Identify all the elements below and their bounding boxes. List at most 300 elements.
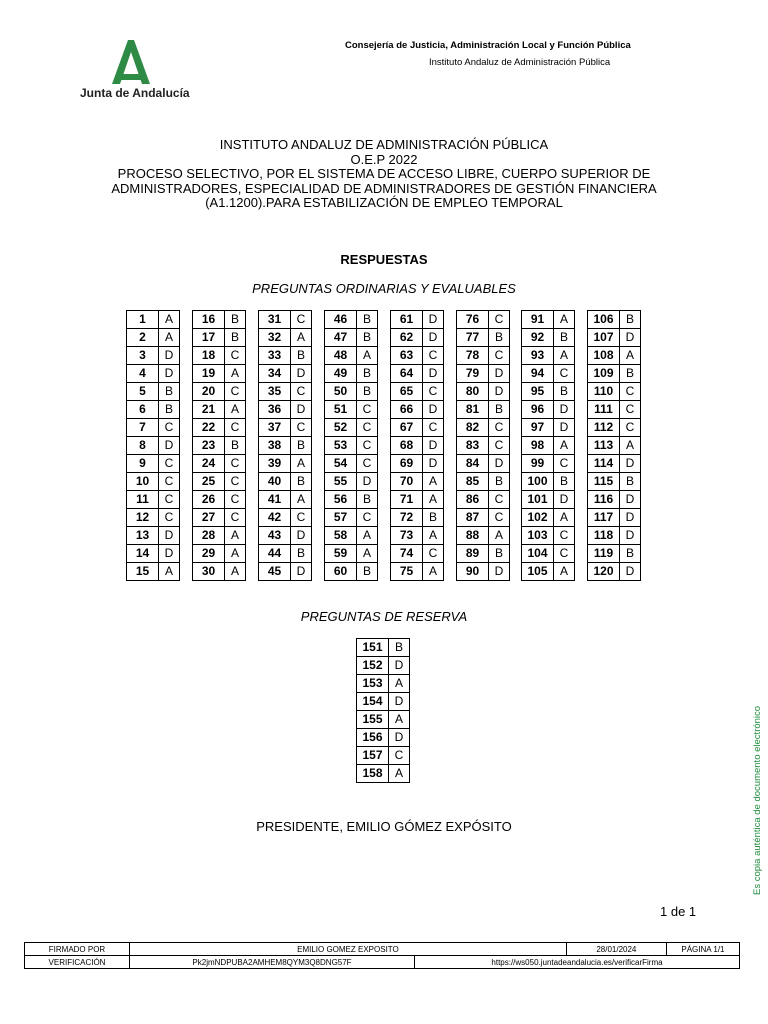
question-number: 73 bbox=[391, 527, 423, 545]
question-number: 29 bbox=[193, 545, 225, 563]
answer-row bbox=[325, 401, 378, 419]
answer-row bbox=[588, 401, 641, 419]
answer-letter: B bbox=[357, 383, 378, 401]
answer-letter: C bbox=[620, 419, 641, 437]
answer-row bbox=[522, 473, 575, 491]
answer-letter: A bbox=[423, 473, 444, 491]
answer-row bbox=[522, 437, 575, 455]
answer-letter: C bbox=[357, 437, 378, 455]
answer-letter: D bbox=[620, 509, 641, 527]
answer-row bbox=[357, 693, 410, 711]
answer-letter: A bbox=[225, 527, 246, 545]
question-number: 50 bbox=[325, 383, 357, 401]
answer-letter: A bbox=[159, 563, 180, 581]
answer-letter: B bbox=[225, 437, 246, 455]
answer-column bbox=[390, 310, 444, 581]
question-number: 75 bbox=[391, 563, 423, 581]
answer-letter: D bbox=[489, 365, 510, 383]
junta-andalucia-logo-icon bbox=[108, 40, 154, 84]
answer-row bbox=[259, 401, 312, 419]
answer-letter: C bbox=[554, 365, 575, 383]
question-number: 91 bbox=[522, 311, 554, 329]
answer-row bbox=[259, 437, 312, 455]
answer-row bbox=[193, 419, 246, 437]
answer-letter: C bbox=[225, 419, 246, 437]
question-number: 18 bbox=[193, 347, 225, 365]
answer-letter: C bbox=[225, 491, 246, 509]
answer-letter: D bbox=[357, 473, 378, 491]
question-number: 106 bbox=[588, 311, 620, 329]
answer-row bbox=[325, 311, 378, 329]
question-number: 56 bbox=[325, 491, 357, 509]
answer-letter: A bbox=[225, 365, 246, 383]
question-number: 58 bbox=[325, 527, 357, 545]
answer-letter: A bbox=[357, 527, 378, 545]
question-number: 69 bbox=[391, 455, 423, 473]
question-number: 8 bbox=[127, 437, 159, 455]
question-number: 38 bbox=[259, 437, 291, 455]
question-number: 54 bbox=[325, 455, 357, 473]
answer-letter: D bbox=[159, 437, 180, 455]
answer-letter: B bbox=[225, 311, 246, 329]
question-number: 46 bbox=[325, 311, 357, 329]
answer-row bbox=[193, 491, 246, 509]
answer-row bbox=[193, 473, 246, 491]
answer-letter: A bbox=[357, 545, 378, 563]
answer-letter: B bbox=[291, 437, 312, 455]
answer-row bbox=[457, 563, 510, 581]
question-number: 30 bbox=[193, 563, 225, 581]
question-number: 70 bbox=[391, 473, 423, 491]
answer-row bbox=[457, 473, 510, 491]
answer-row bbox=[457, 545, 510, 563]
answer-row bbox=[522, 491, 575, 509]
answer-row bbox=[193, 401, 246, 419]
answer-row bbox=[325, 383, 378, 401]
question-number: 111 bbox=[588, 401, 620, 419]
answer-row bbox=[325, 545, 378, 563]
answer-row bbox=[325, 455, 378, 473]
answer-letter: D bbox=[291, 365, 312, 383]
answer-letter: B bbox=[357, 563, 378, 581]
answer-letter: A bbox=[620, 437, 641, 455]
question-number: 151 bbox=[357, 639, 389, 657]
answer-row bbox=[391, 509, 444, 527]
answer-letter: B bbox=[489, 329, 510, 347]
answer-letter: B bbox=[291, 545, 312, 563]
title-line: O.E.P 2022 bbox=[350, 151, 418, 167]
answer-letter: C bbox=[489, 437, 510, 455]
answer-row bbox=[325, 491, 378, 509]
question-number: 67 bbox=[391, 419, 423, 437]
answer-letter: C bbox=[554, 455, 575, 473]
question-number: 104 bbox=[522, 545, 554, 563]
answer-letter: C bbox=[423, 419, 444, 437]
question-number: 34 bbox=[259, 365, 291, 383]
answer-row bbox=[588, 563, 641, 581]
question-number: 97 bbox=[522, 419, 554, 437]
question-number: 105 bbox=[522, 563, 554, 581]
answer-letter: D bbox=[159, 545, 180, 563]
answer-row bbox=[259, 527, 312, 545]
question-number: 26 bbox=[193, 491, 225, 509]
signature-date: 28/01/2024 bbox=[566, 943, 666, 956]
answer-letter: B bbox=[225, 329, 246, 347]
answer-letter: B bbox=[554, 329, 575, 347]
answer-row bbox=[522, 455, 575, 473]
answer-letter: B bbox=[357, 365, 378, 383]
answer-row bbox=[325, 509, 378, 527]
question-number: 19 bbox=[193, 365, 225, 383]
answer-row bbox=[588, 473, 641, 491]
question-number: 117 bbox=[588, 509, 620, 527]
answer-row bbox=[127, 527, 180, 545]
answer-letter: C bbox=[291, 509, 312, 527]
question-number: 43 bbox=[259, 527, 291, 545]
answer-row bbox=[193, 509, 246, 527]
answer-row bbox=[522, 509, 575, 527]
answer-letter: B bbox=[489, 545, 510, 563]
answer-letter: D bbox=[389, 729, 410, 747]
answer-row bbox=[193, 329, 246, 347]
answer-letter: D bbox=[489, 563, 510, 581]
answer-letter: D bbox=[291, 401, 312, 419]
answer-row bbox=[588, 545, 641, 563]
page-indicator: PÁGINA 1/1 bbox=[666, 943, 739, 956]
answer-letter: C bbox=[225, 509, 246, 527]
answer-row bbox=[391, 437, 444, 455]
answer-row bbox=[193, 383, 246, 401]
answer-row bbox=[391, 563, 444, 581]
answer-row bbox=[325, 563, 378, 581]
answer-column bbox=[258, 310, 312, 581]
answer-row bbox=[357, 711, 410, 729]
answer-letter: D bbox=[489, 455, 510, 473]
question-number: 154 bbox=[357, 693, 389, 711]
question-number: 90 bbox=[457, 563, 489, 581]
answer-row bbox=[127, 419, 180, 437]
answer-letter: C bbox=[291, 383, 312, 401]
question-number: 66 bbox=[391, 401, 423, 419]
answer-letter: C bbox=[159, 419, 180, 437]
answer-letter: A bbox=[423, 527, 444, 545]
verification-url[interactable]: https://ws050.juntadeandalucia.es/verificarFirma bbox=[415, 956, 740, 969]
authentic-copy-note: Es copia auténtica de documento electrónico bbox=[752, 705, 763, 895]
answer-letter: A bbox=[225, 563, 246, 581]
answer-letter: D bbox=[620, 491, 641, 509]
question-number: 10 bbox=[127, 473, 159, 491]
question-number: 39 bbox=[259, 455, 291, 473]
question-number: 64 bbox=[391, 365, 423, 383]
answer-letter: C bbox=[489, 347, 510, 365]
answer-letter: D bbox=[423, 401, 444, 419]
question-number: 62 bbox=[391, 329, 423, 347]
answer-letter: B bbox=[357, 491, 378, 509]
answer-letter: D bbox=[554, 401, 575, 419]
answer-letter: C bbox=[291, 311, 312, 329]
answer-letter: B bbox=[554, 383, 575, 401]
answer-row bbox=[391, 473, 444, 491]
respuestas-heading: RESPUESTAS bbox=[340, 252, 428, 267]
question-number: 35 bbox=[259, 383, 291, 401]
answer-row bbox=[127, 365, 180, 383]
answer-row bbox=[325, 347, 378, 365]
answer-letter: C bbox=[225, 383, 246, 401]
answer-letter: D bbox=[423, 311, 444, 329]
answer-letter: C bbox=[423, 545, 444, 563]
question-number: 28 bbox=[193, 527, 225, 545]
question-number: 44 bbox=[259, 545, 291, 563]
document-title bbox=[90, 138, 678, 211]
answer-letter: D bbox=[291, 527, 312, 545]
answer-row bbox=[391, 311, 444, 329]
answer-row bbox=[127, 455, 180, 473]
answer-letter: C bbox=[225, 473, 246, 491]
answer-row bbox=[391, 527, 444, 545]
answer-column bbox=[324, 310, 378, 581]
answer-letter: A bbox=[225, 401, 246, 419]
question-number: 27 bbox=[193, 509, 225, 527]
question-number: 100 bbox=[522, 473, 554, 491]
answer-letter: C bbox=[489, 491, 510, 509]
answer-row bbox=[127, 347, 180, 365]
answer-letter: C bbox=[620, 383, 641, 401]
answer-letter: B bbox=[159, 383, 180, 401]
answer-row bbox=[193, 365, 246, 383]
answer-row bbox=[522, 401, 575, 419]
department-name: Consejería de Justicia, Administración Local y Función Pública bbox=[345, 40, 631, 51]
answer-row bbox=[259, 383, 312, 401]
answer-row bbox=[259, 419, 312, 437]
question-number: 23 bbox=[193, 437, 225, 455]
answer-letter: C bbox=[554, 527, 575, 545]
answer-letter: A bbox=[554, 347, 575, 365]
answer-row bbox=[259, 329, 312, 347]
verification-code: Pk2jmNDPUBA2AMHEM8QYM3Q8DNG57F bbox=[130, 956, 415, 969]
question-number: 80 bbox=[457, 383, 489, 401]
question-number: 78 bbox=[457, 347, 489, 365]
answer-row bbox=[588, 383, 641, 401]
question-number: 155 bbox=[357, 711, 389, 729]
question-number: 120 bbox=[588, 563, 620, 581]
question-number: 158 bbox=[357, 765, 389, 783]
question-number: 33 bbox=[259, 347, 291, 365]
answer-letter: D bbox=[489, 383, 510, 401]
answer-letter: D bbox=[159, 527, 180, 545]
answer-row bbox=[259, 509, 312, 527]
answer-column bbox=[192, 310, 246, 581]
answer-letter: D bbox=[389, 693, 410, 711]
answer-letter: C bbox=[620, 401, 641, 419]
question-number: 1 bbox=[127, 311, 159, 329]
answer-row bbox=[391, 365, 444, 383]
question-number: 15 bbox=[127, 563, 159, 581]
question-number: 99 bbox=[522, 455, 554, 473]
question-number: 47 bbox=[325, 329, 357, 347]
question-number: 17 bbox=[193, 329, 225, 347]
answer-letter: B bbox=[620, 365, 641, 383]
answer-row bbox=[457, 329, 510, 347]
answer-row bbox=[457, 383, 510, 401]
question-number: 116 bbox=[588, 491, 620, 509]
answer-row bbox=[457, 365, 510, 383]
question-number: 71 bbox=[391, 491, 423, 509]
question-number: 55 bbox=[325, 473, 357, 491]
question-number: 32 bbox=[259, 329, 291, 347]
answer-row bbox=[522, 545, 575, 563]
title-line: ADMINISTRADORES, ESPECIALIDAD DE ADMINISTRADORES DE GESTIÓN FINANCIERA bbox=[111, 180, 657, 196]
question-number: 94 bbox=[522, 365, 554, 383]
question-number: 83 bbox=[457, 437, 489, 455]
answer-letter: A bbox=[225, 545, 246, 563]
answer-letter: D bbox=[291, 563, 312, 581]
answer-letter: B bbox=[291, 347, 312, 365]
answer-letter: A bbox=[554, 311, 575, 329]
answer-letter: A bbox=[291, 491, 312, 509]
question-number: 14 bbox=[127, 545, 159, 563]
answer-row bbox=[193, 455, 246, 473]
answer-letter: A bbox=[389, 711, 410, 729]
question-number: 24 bbox=[193, 455, 225, 473]
answer-row bbox=[127, 473, 180, 491]
answer-row bbox=[259, 563, 312, 581]
answer-letter: B bbox=[159, 401, 180, 419]
answer-row bbox=[457, 491, 510, 509]
answer-letter: D bbox=[620, 329, 641, 347]
question-number: 68 bbox=[391, 437, 423, 455]
question-number: 6 bbox=[127, 401, 159, 419]
question-number: 108 bbox=[588, 347, 620, 365]
question-number: 36 bbox=[259, 401, 291, 419]
answer-row bbox=[391, 455, 444, 473]
question-number: 42 bbox=[259, 509, 291, 527]
question-number: 110 bbox=[588, 383, 620, 401]
answer-row bbox=[391, 329, 444, 347]
answer-row bbox=[588, 329, 641, 347]
answer-letter: C bbox=[357, 401, 378, 419]
answer-row bbox=[522, 311, 575, 329]
signed-by-label: FIRMADO POR bbox=[25, 943, 130, 956]
question-number: 52 bbox=[325, 419, 357, 437]
answer-row bbox=[127, 401, 180, 419]
answer-letter: A bbox=[423, 563, 444, 581]
answer-row bbox=[193, 527, 246, 545]
question-number: 114 bbox=[588, 455, 620, 473]
question-number: 22 bbox=[193, 419, 225, 437]
question-number: 51 bbox=[325, 401, 357, 419]
answer-row bbox=[357, 675, 410, 693]
question-number: 37 bbox=[259, 419, 291, 437]
answer-row bbox=[259, 491, 312, 509]
answer-row bbox=[522, 365, 575, 383]
answer-letter: C bbox=[357, 509, 378, 527]
question-number: 112 bbox=[588, 419, 620, 437]
answer-letter: D bbox=[554, 419, 575, 437]
logo-text: Junta de Andalucía bbox=[80, 86, 190, 100]
answer-letter: B bbox=[389, 639, 410, 657]
answer-row bbox=[259, 473, 312, 491]
answer-column bbox=[126, 310, 180, 581]
question-number: 45 bbox=[259, 563, 291, 581]
answer-letter: D bbox=[159, 365, 180, 383]
question-number: 85 bbox=[457, 473, 489, 491]
answer-row bbox=[127, 545, 180, 563]
question-number: 60 bbox=[325, 563, 357, 581]
answer-row bbox=[588, 419, 641, 437]
title-line: (A1.1200).PARA ESTABILIZACIÓN DE EMPLEO TEMPORAL bbox=[205, 195, 563, 210]
question-number: 81 bbox=[457, 401, 489, 419]
answer-row bbox=[457, 509, 510, 527]
answer-letter: D bbox=[423, 329, 444, 347]
question-number: 82 bbox=[457, 419, 489, 437]
answer-row bbox=[391, 401, 444, 419]
answer-row bbox=[259, 347, 312, 365]
question-number: 4 bbox=[127, 365, 159, 383]
answer-letter: B bbox=[489, 473, 510, 491]
answer-letter: B bbox=[291, 473, 312, 491]
answer-row bbox=[522, 347, 575, 365]
answer-letter: D bbox=[554, 491, 575, 509]
signer-name: EMILIO GOMEZ EXPOSITO bbox=[130, 943, 567, 956]
answer-letter: A bbox=[554, 509, 575, 527]
answer-row bbox=[193, 347, 246, 365]
answer-letter: A bbox=[423, 491, 444, 509]
question-number: 48 bbox=[325, 347, 357, 365]
answer-letter: C bbox=[159, 473, 180, 491]
title-line: INSTITUTO ANDALUZ DE ADMINISTRACIÓN PÚBLICA bbox=[219, 137, 549, 152]
question-number: 77 bbox=[457, 329, 489, 347]
answer-row bbox=[259, 365, 312, 383]
answer-letter: D bbox=[620, 563, 641, 581]
answer-row bbox=[193, 563, 246, 581]
answer-row bbox=[391, 419, 444, 437]
answer-letter: A bbox=[159, 329, 180, 347]
answer-row bbox=[357, 639, 410, 657]
question-number: 156 bbox=[357, 729, 389, 747]
answer-letter: A bbox=[389, 675, 410, 693]
answer-letter: C bbox=[159, 455, 180, 473]
answer-letter: C bbox=[159, 509, 180, 527]
question-number: 95 bbox=[522, 383, 554, 401]
question-number: 93 bbox=[522, 347, 554, 365]
answer-row bbox=[457, 455, 510, 473]
answer-letter: B bbox=[620, 473, 641, 491]
question-number: 157 bbox=[357, 747, 389, 765]
answer-row bbox=[588, 491, 641, 509]
answer-row bbox=[325, 437, 378, 455]
answer-row bbox=[588, 311, 641, 329]
answer-letter: D bbox=[423, 437, 444, 455]
question-number: 84 bbox=[457, 455, 489, 473]
answer-letter: B bbox=[423, 509, 444, 527]
answer-row bbox=[127, 383, 180, 401]
page-count: 1 de 1 bbox=[660, 904, 697, 919]
answer-row bbox=[391, 491, 444, 509]
question-number: 25 bbox=[193, 473, 225, 491]
answer-letter: C bbox=[554, 545, 575, 563]
question-number: 96 bbox=[522, 401, 554, 419]
answer-letter: A bbox=[389, 765, 410, 783]
answer-row bbox=[457, 527, 510, 545]
answer-row bbox=[522, 329, 575, 347]
answer-row bbox=[259, 455, 312, 473]
answer-row bbox=[457, 347, 510, 365]
question-number: 63 bbox=[391, 347, 423, 365]
answer-row bbox=[457, 311, 510, 329]
ordinary-questions-heading: PREGUNTAS ORDINARIAS Y EVALUABLES bbox=[252, 281, 516, 296]
answer-letter: A bbox=[291, 455, 312, 473]
answer-letter: D bbox=[389, 657, 410, 675]
